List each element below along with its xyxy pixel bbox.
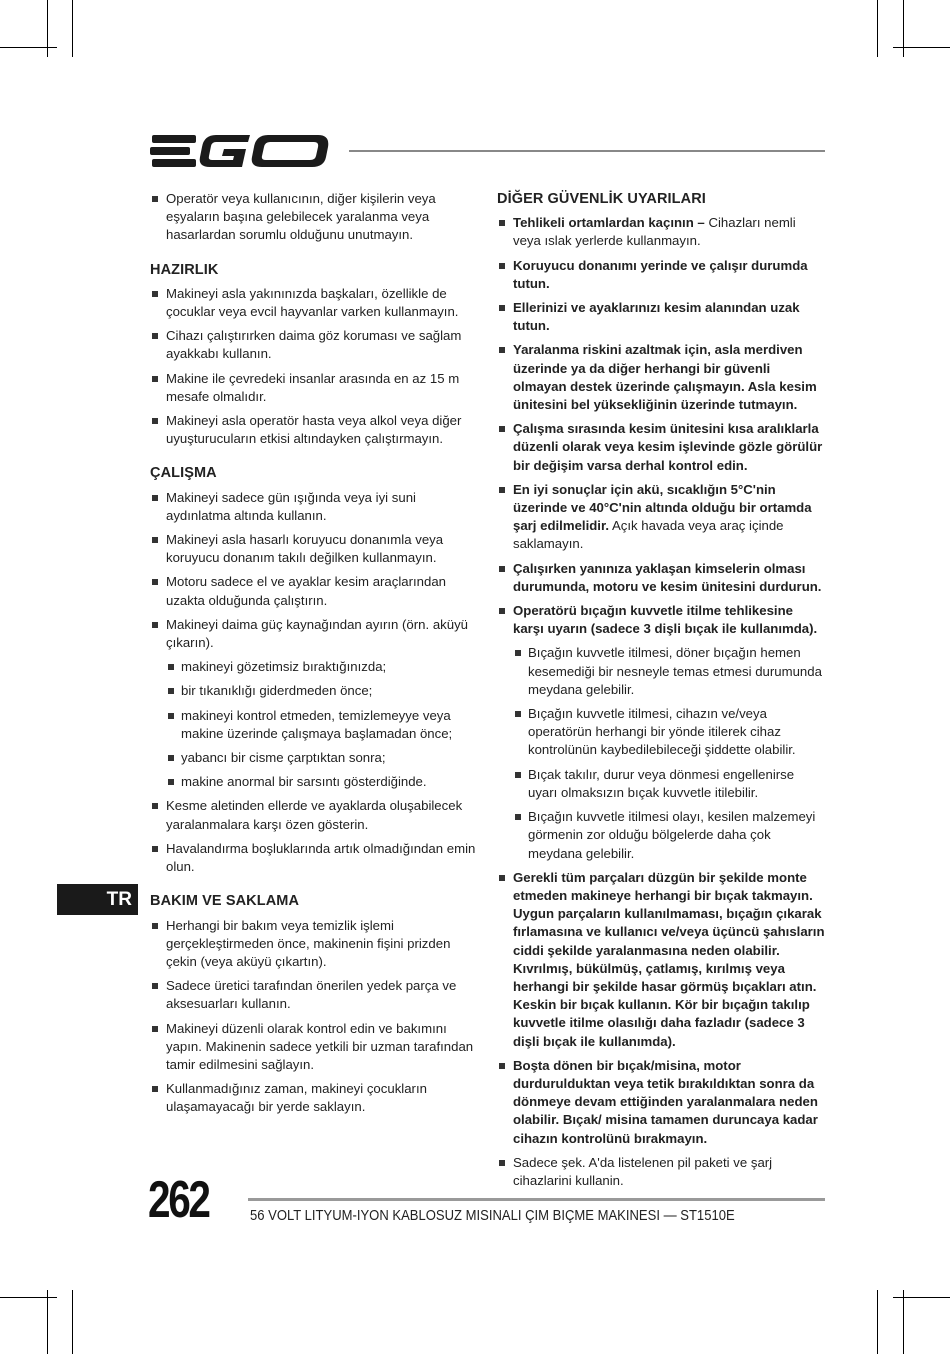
- header-rule: [349, 150, 825, 152]
- list-item: [150, 616, 478, 792]
- list-item: Kullanmadığınız zaman, makineyi çocukların ulaşamayacağı bir yerde saklayın.: [150, 1080, 478, 1116]
- crop-mark: [877, 0, 878, 57]
- list-item: [497, 1057, 827, 1148]
- list-item: Makineyi asla yakınınızda başkaları, özellikle de çocuklar veya evcil hayvanlar varken kullanmayın.: [150, 285, 478, 321]
- bold-text: Koruyucu donanımı yerinde ve çalışır durumda tutun.: [513, 257, 808, 291]
- crop-mark: [47, 1290, 48, 1354]
- list-item: Makineyi asla operatör hasta veya alkol veya diğer uyuşturucuların etkisi altındayken çalıştırmayın.: [150, 412, 478, 448]
- sub-list-item: yabancı bir cisme çarptıktan sonra;: [166, 749, 478, 767]
- list-item: Cihazı çalıştırırken daima göz koruması ve sağlam ayakkabı kullanın.: [150, 327, 478, 363]
- list-item: Makineyi asla hasarlı koruyucu donanımla veya koruyucu donanım takılı değilken kullanmayın.: [150, 531, 478, 567]
- bold-text: Yaralanma riskini azaltmak için, asla merdiven üzerinde ya da diğer herhangi bir güvenli olmayan destek üzerinde çalışmayın. Asla kesim ünitesini bel yüksekliğinin üzerinde tutmayın.: [513, 342, 817, 413]
- list-item: [497, 869, 827, 1051]
- section-heading-calisma: ÇALIŞMA: [150, 465, 217, 482]
- normal-text: Açık havada veya araç içinde saklamayın.: [513, 518, 784, 552]
- crop-mark: [903, 0, 904, 57]
- list-item: [497, 602, 827, 863]
- sub-list-item: bir tıkanıklığı giderdmeden önce;: [166, 682, 478, 700]
- list-item: [497, 341, 827, 414]
- bakim-list: [150, 917, 478, 1117]
- crop-mark: [72, 1290, 73, 1354]
- list-item: Makineyi sadece gün ışığında veya iyi suni aydınlatma altında kullanın.: [150, 489, 478, 525]
- intro-list: [150, 190, 478, 245]
- normal-text: Sadece şek. A'da listelenen pil paketi ve şarj cihazlarini kullanin.: [513, 1154, 773, 1188]
- list-item: Makine ile çevredeki insanlar arasında en az 15 m mesafe olmalıdır.: [150, 370, 478, 406]
- bold-text: Çalışırken yanınıza yaklaşan kimselerin olması durumunda, motoru ve kesim ünitesini durdurun.: [513, 560, 822, 594]
- calisma-list: [150, 489, 478, 877]
- bold-text: En iyi sonuçlar için akü, sıcaklığın 5°C'nin üzerinde ve 40°C'nin altında olduğu bir ortamda şarj edilmelidir.: [513, 481, 812, 534]
- diger-list: [497, 214, 827, 1190]
- logo-text: EGO: [150, 131, 153, 132]
- page-number: 262: [148, 1171, 209, 1229]
- sub-list-item: Bıçağın kuvvetle itilmesi, döner bıçağın hemen kesemediği bir nesneyle temas etmesi durumunda meydana gelebilir.: [513, 644, 827, 699]
- list-item: Kesme aletinden ellerde ve ayaklarda oluşabilecek yaralanmalara karşı özen gösterin.: [150, 797, 478, 833]
- right-column: [497, 190, 827, 1196]
- list-item: [497, 420, 827, 475]
- list-item: [497, 560, 827, 596]
- list-item: Sadece üretici tarafından önerilen yedek parça ve aksesuarları kullanın.: [150, 977, 478, 1013]
- list-item: Havalandırma boşluklarında artık olmadığından emin olun.: [150, 840, 478, 876]
- list-item: [497, 1154, 827, 1190]
- crop-mark: [903, 1290, 904, 1354]
- hazirlik-list: [150, 285, 478, 449]
- bold-text: Boşta dönen bir bıçak/misina, motor durdurulduktan veya tetik bırakıldıktan sonra da dönmeye devam ettiğinden yaralanmalara neden olabilir. Bıçak/ misina tamamen duruncaya kadar cihazın kontrolünü bırakmayın.: [513, 1057, 818, 1146]
- kickback-sub-list: [513, 644, 827, 862]
- crop-mark: [893, 47, 950, 48]
- list-item: Herhangi bir bakım veya temizlik işlemi gerçekleştirmeden önce, makinenin fişini prizden çekin (veya aküyü çıkartın).: [150, 917, 478, 972]
- normal-text: Cihazları nemli veya ıslak yerlerde kullanmayın.: [513, 215, 796, 249]
- sub-list-item: Bıçak takılır, durur veya dönmesi engellenirse uyarı olmaksızın bıçak kuvvetle itilebilir.: [513, 766, 827, 802]
- list-item: [497, 481, 827, 554]
- left-column: [150, 190, 478, 1123]
- sub-list-item: makineyi kontrol etmeden, temizlemeyye veya makine üzerinde çalışmaya başlamadan önce;: [166, 707, 478, 743]
- calisma-sub-list: [166, 658, 478, 791]
- footer-rule: [248, 1198, 825, 1201]
- bold-text: Operatörü bıçağın kuvvetle itilme tehlikesine karşı uyarın (sadece 3 dişli bıçak ile kullanımda).: [513, 603, 818, 637]
- sub-list-item: makine anormal bir sarsıntı gösterdiğinde.: [166, 773, 478, 791]
- bold-text: Tehlikeli ortamlardan kaçının –: [513, 215, 705, 231]
- list-item: [497, 214, 827, 250]
- bold-text: Ellerinizi ve ayaklarınızı kesim alanından uzak tutun.: [513, 300, 800, 334]
- sub-list-item: Bıçağın kuvvetle itilmesi olayı, kesilen malzemeyi görmenin zor olduğu bölgelerde daha çok meydana gelebilir.: [513, 808, 827, 863]
- section-heading-hazirlik: HAZIRLIK: [150, 261, 219, 278]
- section-heading-bakim: BAKIM VE SAKLAMA: [150, 893, 300, 910]
- list-item: Operatör veya kullanıcının, diğer kişilerin veya eşyaların başına gelebilecek yaralanma veya hasarlardan sorumlu olduğunu unutmayın.: [150, 190, 478, 245]
- bold-text: Çalışma sırasında kesim ünitesini kısa aralıklarla düzenli olarak veya kesim işlevinde gözle görülür bir değişim varsa derhal kontrol edin.: [513, 421, 823, 473]
- crop-mark: [877, 1290, 878, 1354]
- language-tab-label: TR: [106, 889, 132, 910]
- list-item: [497, 299, 827, 335]
- crop-mark: [47, 0, 48, 57]
- list-item: [497, 257, 827, 293]
- sub-list-item: Bıçağın kuvvetle itilmesi, cihazın ve/veya operatörün herhangi bir yönde itilerek cihaz kontrolünün kaybedilebileceği şiddette olabilir.: [513, 705, 827, 760]
- sub-list-item: makineyi gözetimsiz bıraktığınızda;: [166, 658, 478, 676]
- crop-mark: [893, 1297, 950, 1298]
- ego-logo: [150, 131, 330, 171]
- section-heading-diger: DİĞER GÜVENLİK UYARILARI: [497, 191, 706, 207]
- crop-mark: [72, 0, 73, 57]
- language-tab: [57, 884, 138, 915]
- footer-title: 56 VOLT LITYUM-IYON KABLOSUZ MISINALI ÇIM BIÇME MAKINESI — ST1510E: [250, 1208, 735, 1224]
- list-item: Makineyi düzenli olarak kontrol edin ve bakımını yapın. Makinenin sadece yetkili bir uzman tarafından tamir edilmesini sağlayın.: [150, 1020, 478, 1075]
- list-item-text: Makineyi daima güç kaynağından ayırın (örn. aküyü çıkarın).: [166, 616, 469, 651]
- crop-mark: [0, 1297, 57, 1298]
- crop-mark: [0, 47, 57, 48]
- bold-text: Gerekli tüm parçaları düzgün bir şekilde monte etmeden makineye herhangi bir bıçak takmayın. Uygun parçaların kullanılmaması, bıçağın çıkarak fırlamasına ve kullanıcı ve/veya üçüncü şahısların ciddi şekilde yaralanmasına neden olabilir. Kıvrılmış, bükülmüş, çatlamış, kırılmış veya herhangi bir şekilde hasar görmüş bıçakları atın. Keskin bir bıçak kullanın. Kör bir bıçağın takılıp kuvvetle itilme olasılığı daha fazladır (sadece 3 dişli bıçak ile kullanımda).: [513, 869, 825, 1049]
- list-item: Motoru sadece el ve ayaklar kesim araçlarından uzakta olduğunda çalıştırın.: [150, 573, 478, 609]
